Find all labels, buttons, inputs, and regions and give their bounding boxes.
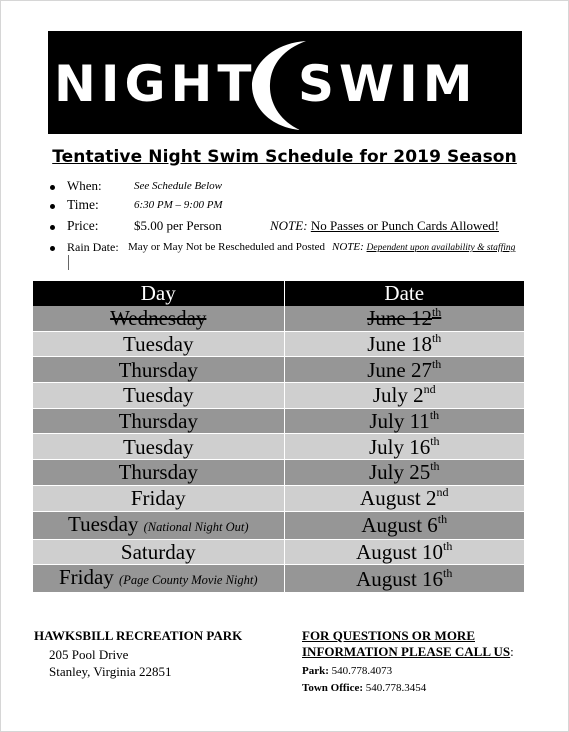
table-row: [33, 408, 524, 434]
bullet-icon: [50, 204, 55, 209]
date-cell: [284, 565, 524, 593]
rain-label: Rain Date:: [67, 240, 119, 254]
table-row: [33, 383, 524, 409]
price-note-label: NOTE:: [270, 218, 308, 233]
town-phone-line: [302, 680, 552, 697]
date-suffix: th: [431, 331, 442, 346]
date-suffix: nd: [423, 382, 436, 397]
day-cell: [33, 485, 284, 511]
date-text: August 2: [360, 486, 437, 511]
date-suffix: th: [443, 565, 453, 580]
date-text: August 6: [361, 513, 438, 537]
day-text: Friday: [130, 486, 186, 511]
address-line-2: Stanley, Virginia 22851: [49, 664, 172, 679]
date-cell: [284, 511, 524, 539]
time-value: 6:30 PM – 9:00 PM: [134, 199, 223, 211]
date-suffix: th: [443, 538, 453, 553]
date-text: June 27: [367, 357, 432, 382]
date-suffix: th: [431, 356, 442, 371]
table-row: [33, 511, 524, 539]
rain-note-label: NOTE:: [332, 241, 364, 253]
day-cell: [33, 383, 284, 409]
table-row: [33, 539, 524, 565]
table-row: [33, 460, 524, 486]
day-text: Thursday: [118, 460, 198, 485]
contact-block: [302, 628, 552, 697]
day-text: Thursday: [118, 409, 198, 434]
day-note: (National Night Out): [143, 519, 249, 534]
bullet-icon: [50, 246, 55, 251]
day-text: Wednesday: [110, 306, 207, 331]
date-cell: [284, 539, 524, 565]
day-text: Friday: [58, 565, 114, 590]
day-cell: [33, 306, 284, 331]
date-text: August 10: [356, 539, 444, 564]
schedule-header-row: [33, 281, 524, 306]
date-text: July 25: [368, 460, 431, 485]
address-line-1: 205 Pool Drive: [49, 647, 129, 662]
rain-note-text: Dependent upon availability & staffing: [366, 243, 516, 253]
date-text: August 16: [356, 566, 444, 591]
schedule-table: [33, 281, 524, 593]
day-text: Tuesday: [123, 383, 194, 408]
town-phone-label: Town Office:: [302, 682, 364, 694]
when-value: See Schedule Below: [134, 180, 222, 192]
day-text: Tuesday: [67, 511, 139, 536]
day-note: (Page County Movie Night): [119, 573, 258, 588]
price-label: Price:: [67, 218, 99, 233]
day-cell: [33, 565, 284, 593]
text-cursor: [68, 255, 69, 270]
date-cell: [284, 485, 524, 511]
park-name: HAWKSBILL RECREATION PARK: [34, 628, 243, 643]
table-row: [33, 565, 524, 593]
day-text: Saturday: [120, 539, 196, 564]
date-suffix: th: [430, 433, 440, 448]
day-cell: [33, 511, 284, 539]
when-label: When:: [67, 178, 102, 193]
park-phone: 540.778.4073: [331, 665, 393, 677]
date-text: July 16: [368, 434, 431, 459]
day-text: Thursday: [118, 357, 198, 382]
rain-text: May or May Not be Rescheduled and Posted: [128, 241, 326, 253]
date-text: June 18: [367, 332, 432, 357]
day-cell: [33, 331, 284, 357]
town-phone: 540.778.3454: [365, 682, 427, 694]
date-suffix: th: [437, 512, 448, 526]
date-cell: [284, 460, 524, 486]
banner-swim-text: SWIM: [298, 55, 478, 113]
date-cell: [284, 357, 524, 383]
date-suffix: th: [431, 305, 442, 320]
table-row: [33, 331, 524, 357]
bullet-icon: [50, 185, 55, 190]
bullet-icon: [50, 225, 55, 230]
park-address-block: [34, 628, 294, 680]
table-row: [33, 357, 524, 383]
price-note-text: No Passes or Punch Cards Allowed!: [310, 218, 499, 233]
day-cell: [33, 539, 284, 565]
table-row: [33, 434, 524, 460]
date-cell: [284, 408, 524, 434]
night-swim-logo: [48, 31, 522, 134]
night-swim-banner: [48, 31, 522, 134]
header-day: Day: [33, 281, 284, 306]
day-cell: [33, 460, 284, 486]
day-cell: [33, 408, 284, 434]
day-cell: [33, 357, 284, 383]
day-text: Tuesday: [123, 434, 194, 459]
table-row: [33, 306, 524, 331]
day-text: Tuesday: [123, 332, 194, 357]
date-suffix: th: [429, 408, 440, 423]
date-text: July 2: [372, 383, 424, 408]
day-cell: [33, 434, 284, 460]
park-phone-label: Park:: [302, 665, 329, 677]
page-title: Tentative Night Swim Schedule for 2019 Season: [52, 147, 517, 167]
date-text: July 11: [369, 409, 430, 434]
date-cell: [284, 306, 524, 331]
table-row: [33, 485, 524, 511]
banner-night-text: NIGHT: [54, 55, 257, 113]
date-suffix: th: [430, 459, 440, 474]
date-cell: [284, 383, 524, 409]
questions-line-2: INFORMATION PLEASE CALL US: [302, 644, 511, 659]
questions-line-1: FOR QUESTIONS OR MORE: [302, 628, 475, 643]
date-suffix: nd: [436, 485, 449, 500]
price-value: $5.00 per Person: [134, 218, 222, 233]
date-text: June 12: [367, 306, 432, 331]
date-cell: [284, 434, 524, 460]
park-phone-line: [302, 663, 552, 680]
date-cell: [284, 331, 524, 357]
time-label: Time:: [67, 197, 99, 212]
questions-colon: :: [510, 644, 514, 659]
header-date: Date: [284, 281, 524, 306]
